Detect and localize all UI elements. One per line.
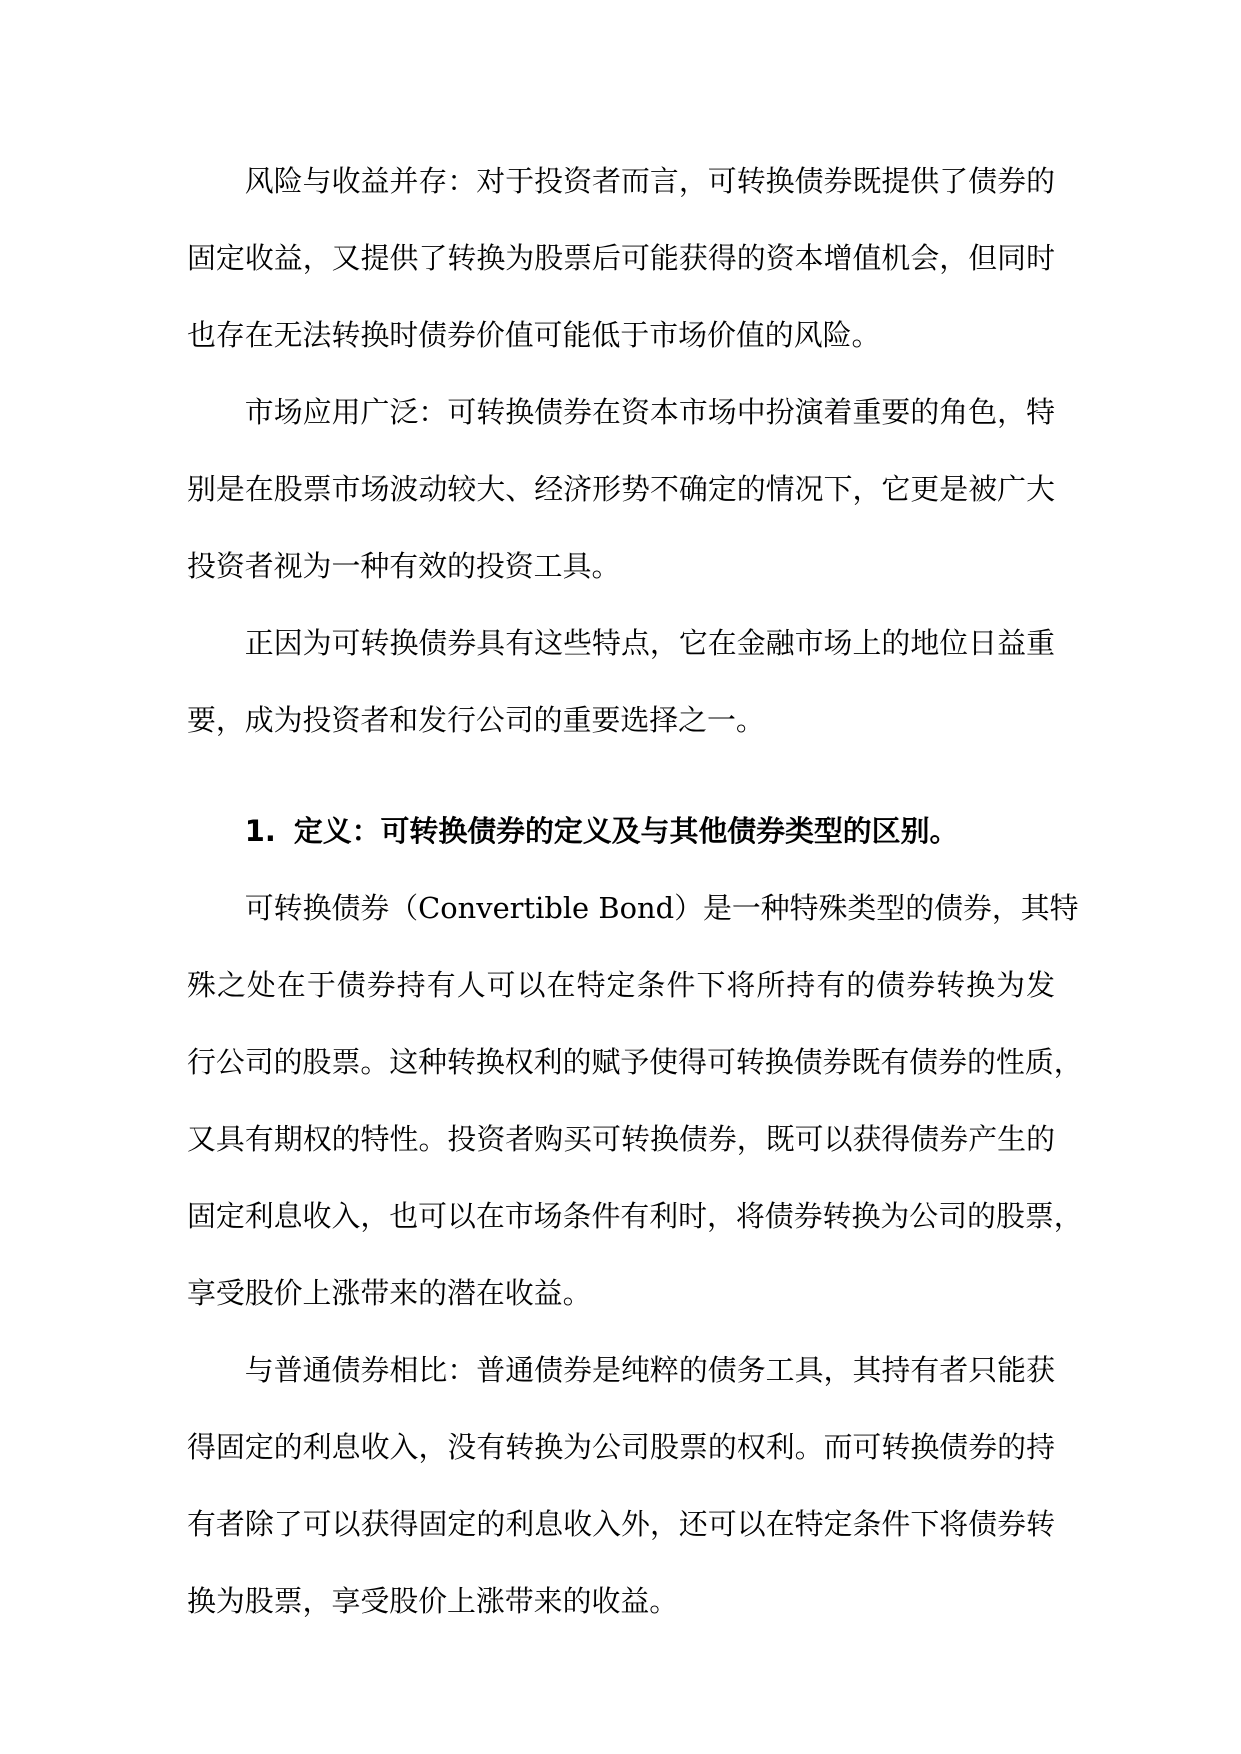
text-line: 固定利息收入，也可以在市场条件有利时，将债券转换为公司的股票， [187,1199,1083,1233]
text-line: 又具有期权的特性。投资者购买可转换债券，既可以获得债券产生的 [187,1122,1055,1156]
paragraph-conclusion [187,605,1055,759]
spacer [187,759,1055,793]
paragraph-comparison [187,1332,1055,1640]
text-line: 换为股票，享受股价上涨带来的收益。 [187,1584,679,1618]
text-line: 也存在无法转换时债券价值可能低于市场价值的风险。 [187,318,881,352]
text-line: 市场应用广泛：可转换债券在资本市场中扮演着重要的角色，特 [244,395,1055,429]
section-heading [187,793,1055,870]
text-line: 要，成为投资者和发行公司的重要选择之一。 [187,703,765,737]
text-line: 别是在股票市场波动较大、经济形势不确定的情况下，它更是被广大 [187,472,1055,506]
text-line: 固定收益，又提供了转换为股票后可能获得的资本增值机会，但同时 [187,241,1055,275]
paragraph-risk-return [187,143,1055,374]
text-line: 风险与收益并存：对于投资者而言，可转换债券既提供了债券的 [244,164,1055,198]
text-line: 与普通债券相比：普通债券是纯粹的债务工具，其持有者只能获 [244,1353,1055,1387]
text-line: 得固定的利息收入，没有转换为公司股票的权利。而可转换债券的持 [187,1430,1055,1464]
heading-number: 1. [244,814,276,848]
document-page [187,143,1083,1640]
text-line: 享受股价上涨带来的潜在收益。 [187,1276,592,1310]
text-line: 正因为可转换债券具有这些特点，它在金融市场上的地位日益重 [244,626,1055,660]
heading-text: 定义：可转换债券的定义及与其他债券类型的区别。 [293,814,959,848]
text-line: 殊之处在于债券持有人可以在特定条件下将所持有的债券转换为发 [187,968,1055,1002]
paragraph-market-application [187,374,1055,605]
text-line: 行公司的股票。这种转换权利的赋予使得可转换债券既有债券的性质， [187,1045,1083,1079]
text-line: 有者除了可以获得固定的利息收入外，还可以在特定条件下将债券转 [187,1507,1055,1541]
text-line: 可转换债券（Convertible Bond）是一种特殊类型的债券，其特 [244,891,1079,925]
text-line: 投资者视为一种有效的投资工具。 [187,549,621,583]
paragraph-definition [187,870,1083,1332]
